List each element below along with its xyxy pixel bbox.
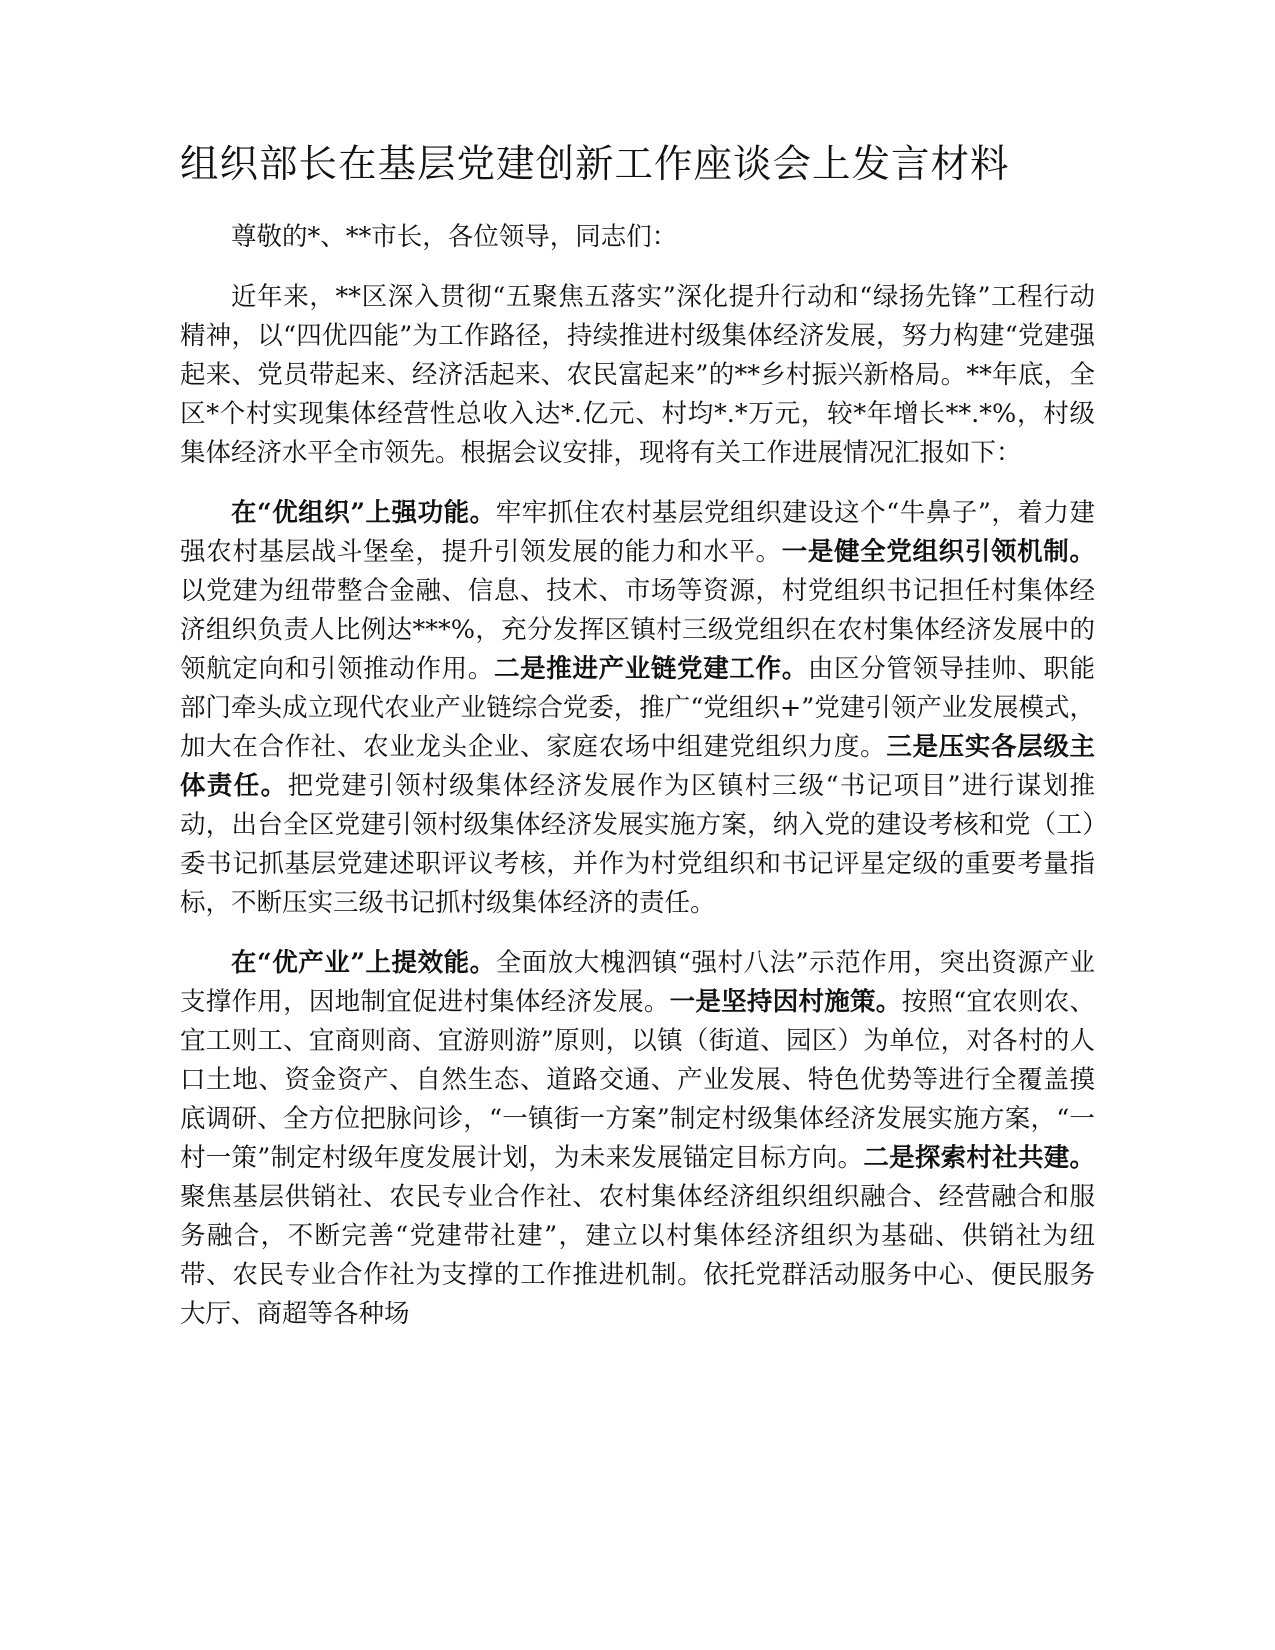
document-page [180, 140, 1095, 1355]
section-industry-paragraph [180, 944, 1095, 1334]
point-heading: 二是推进产业链党建工作。 [493, 654, 808, 685]
section-organization-paragraph [180, 494, 1095, 923]
point-heading: 一是坚持因村施策。 [669, 987, 902, 1018]
section-body-text: 以党建为纽带整合金融、信息、技术、市场等资源，村党组织书记担任村集体经济组织负责人比例达***%，充分发挥区镇村三级党组织在农村集体经济发展中的领航定向和引领推动作用。 [180, 576, 1095, 685]
point-heading: 二是探索村社共建。 [863, 1143, 1095, 1174]
section-body-text: 按照“宜农则农、宜工则工、宜商则商、宜游则游”原则，以镇（街道、园区）为单位，对各村的人口土地、资金资产、自然生态、道路交通、产业发展、特色优势等进行全覆盖摸底调研、全方位把脉问诊，“一镇街一方案”制定村级集体经济发展实施方案，“一村一策”制定村级年度发展计划，为未来发展锚定目标方向。 [180, 987, 1095, 1174]
section-heading-organization: 在“优组织”上强功能。 [231, 498, 496, 529]
intro-paragraph: 近年来，**区深入贯彻“五聚焦五落实”深化提升行动和“绿扬先锋”工程行动精神，以“四优四能”为工作路径，持续推进村级集体经济发展，努力构建“党建强起来、党员带起来、经济活起来、农民富起来”的**乡村振兴新格局。**年底，全区*个村实现集体经营性总收入达*.亿元、村均*.*万元，较*年增长**.*%，村级集体经济水平全市领先。根据会议安排，现将有关工作进展情况汇报如下： [180, 282, 1095, 469]
section-body-text: 聚焦基层供销社、农民专业合作社、农村集体经济组织组织融合、经营融合和服务融合，不断完善“党建带社建”，建立以村集体经济组织为基础、供销社为纽带、农民专业合作社为支撑的工作推进机制。依托党群活动服务中心、便民服务大厅、商超等各种场 [180, 1182, 1095, 1330]
section-body-text: 把党建引领村级集体经济发展作为区镇村三级“书记项目”进行谋划推动，出台全区党建引领村级集体经济发展实施方案，纳入党的建设考核和党（工）委书记抓基层党建述职评议考核，并作为村党组织和书记评星定级的重要考量指标，不断压实三级书记抓村级集体经济的责任。 [180, 771, 1095, 919]
section-heading-industry: 在“优产业”上提效能。 [231, 948, 496, 979]
salutation: 尊敬的*、**市长，各位领导，同志们： [231, 222, 678, 253]
section-body-text: 由区分管领导挂帅、职能部门牵头成立现代农业产业链综合党委，推广“党组织+”党建引领产业发展模式，加大在合作社、农业龙头企业、家庭农场中组建党组织力度。 [180, 654, 1095, 763]
point-heading: 三是压实各层级主体责任。 [180, 732, 1095, 802]
section-body-text: 全面放大槐泗镇“强村八法”示范作用，突出资源产业支撑作用，因地制宜促进村集体经济发展。 [180, 948, 1095, 1018]
document-title: 组织部长在基层党建创新工作座谈会上发言材料 [180, 142, 1010, 187]
point-heading: 一是健全党组织引领机制。 [781, 537, 1095, 568]
section-body-text: 牢牢抓住农村基层党组织建设这个“牛鼻子”，着力建强农村基层战斗堡垒，提升引领发展的能力和水平。 [180, 498, 1095, 568]
